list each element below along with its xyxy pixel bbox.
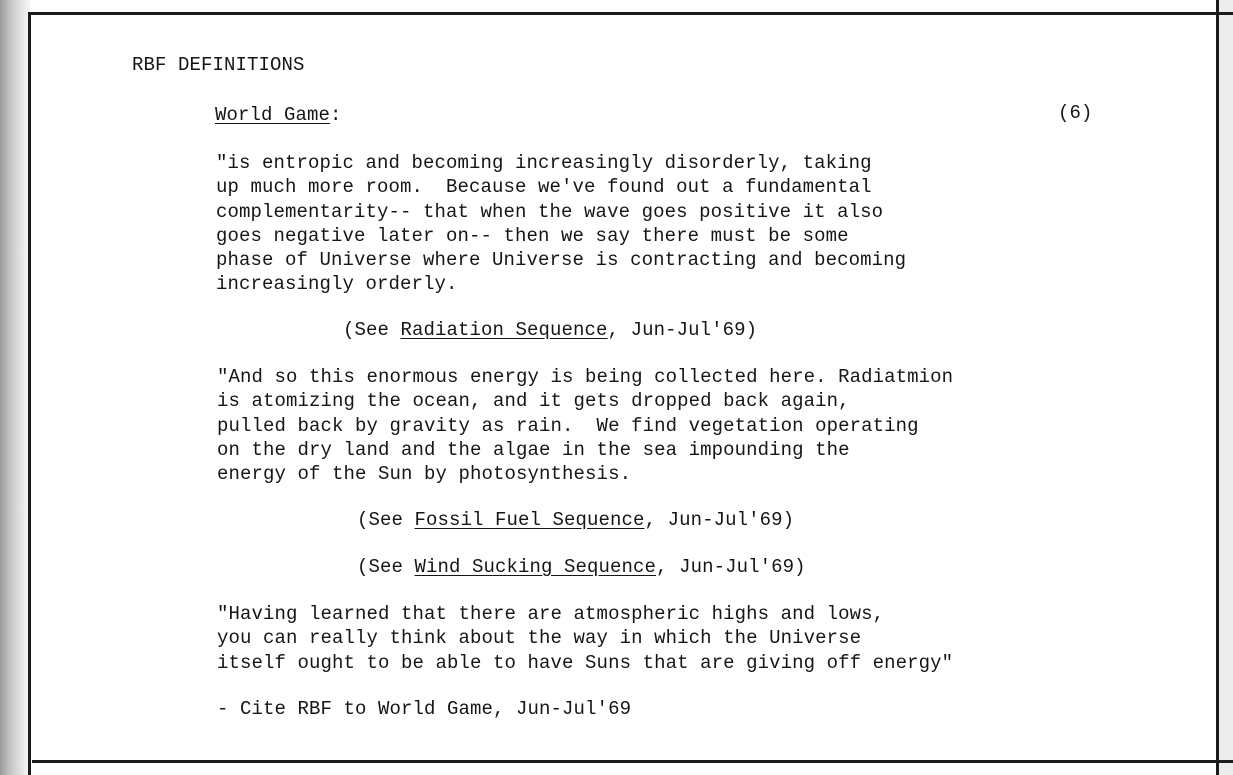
quote-line: "And so this enormous energy is being collected here. Radiatmion xyxy=(217,366,954,388)
reference-date: , Jun-Jul'69) xyxy=(656,556,806,578)
see-reference-fossil-fuel xyxy=(357,508,794,532)
reference-prefix: (See xyxy=(357,556,415,578)
document-header: RBF DEFINITIONS xyxy=(132,54,305,76)
quote-line: energy of the Sun by photosynthesis. xyxy=(217,463,632,486)
entry-term-colon: : xyxy=(330,104,342,126)
scan-shadow-left xyxy=(0,0,30,775)
quote-line: complementarity-- that when the wave goes positive it also xyxy=(216,200,884,223)
frame-rule-right xyxy=(1216,0,1219,775)
reference-date: , Jun-Jul'69) xyxy=(607,319,758,341)
quote-line: goes negative later on-- then we say there must be some xyxy=(216,224,849,247)
frame-rule-top xyxy=(28,12,1233,15)
see-reference-radiation xyxy=(343,318,757,342)
quote-line: "is entropic and becoming increasingly disorderly, taking xyxy=(216,152,872,174)
quote-line: up much more room. Because we've found out a fundamental xyxy=(216,176,872,199)
reference-prefix: (See xyxy=(343,319,401,341)
quote-line: pulled back by gravity as rain. We find vegetation operating xyxy=(217,414,919,437)
quote-line: phase of Universe where Universe is contracting and becoming xyxy=(216,249,907,272)
quote-line: is atomizing the ocean, and it gets dropped back again, xyxy=(217,390,850,413)
quote-line: on the dry land and the algae in the sea impounding the xyxy=(217,438,850,461)
frame-rule-left xyxy=(28,12,31,775)
frame-rule-bottom xyxy=(32,760,1233,763)
quote-line: you can really think about the way in which the Universe xyxy=(217,627,862,650)
reference-title: Radiation Sequence xyxy=(400,319,608,341)
page-number: (6) xyxy=(1058,102,1093,124)
entry-heading xyxy=(215,103,342,127)
quote-paragraph-2 xyxy=(217,365,953,486)
quote-line: increasingly orderly. xyxy=(216,273,458,296)
reference-title: Wind Sucking Sequence xyxy=(414,556,657,578)
reference-date: , Jun-Jul'69) xyxy=(644,509,795,531)
quote-line: "Having learned that there are atmospheric highs and lows, xyxy=(217,603,885,625)
scan-edge-right xyxy=(1219,0,1233,775)
quote-paragraph-1 xyxy=(216,151,906,297)
see-reference-wind-sucking xyxy=(357,555,806,579)
citation: - Cite RBF to World Game, Jun-Jul'69 xyxy=(217,698,632,720)
entry-term: World Game xyxy=(215,104,331,126)
quote-line: itself ought to be able to have Suns that are giving off energy" xyxy=(217,651,954,674)
reference-title: Fossil Fuel Sequence xyxy=(414,509,645,531)
quote-paragraph-3 xyxy=(217,602,953,675)
reference-prefix: (See xyxy=(357,509,415,531)
